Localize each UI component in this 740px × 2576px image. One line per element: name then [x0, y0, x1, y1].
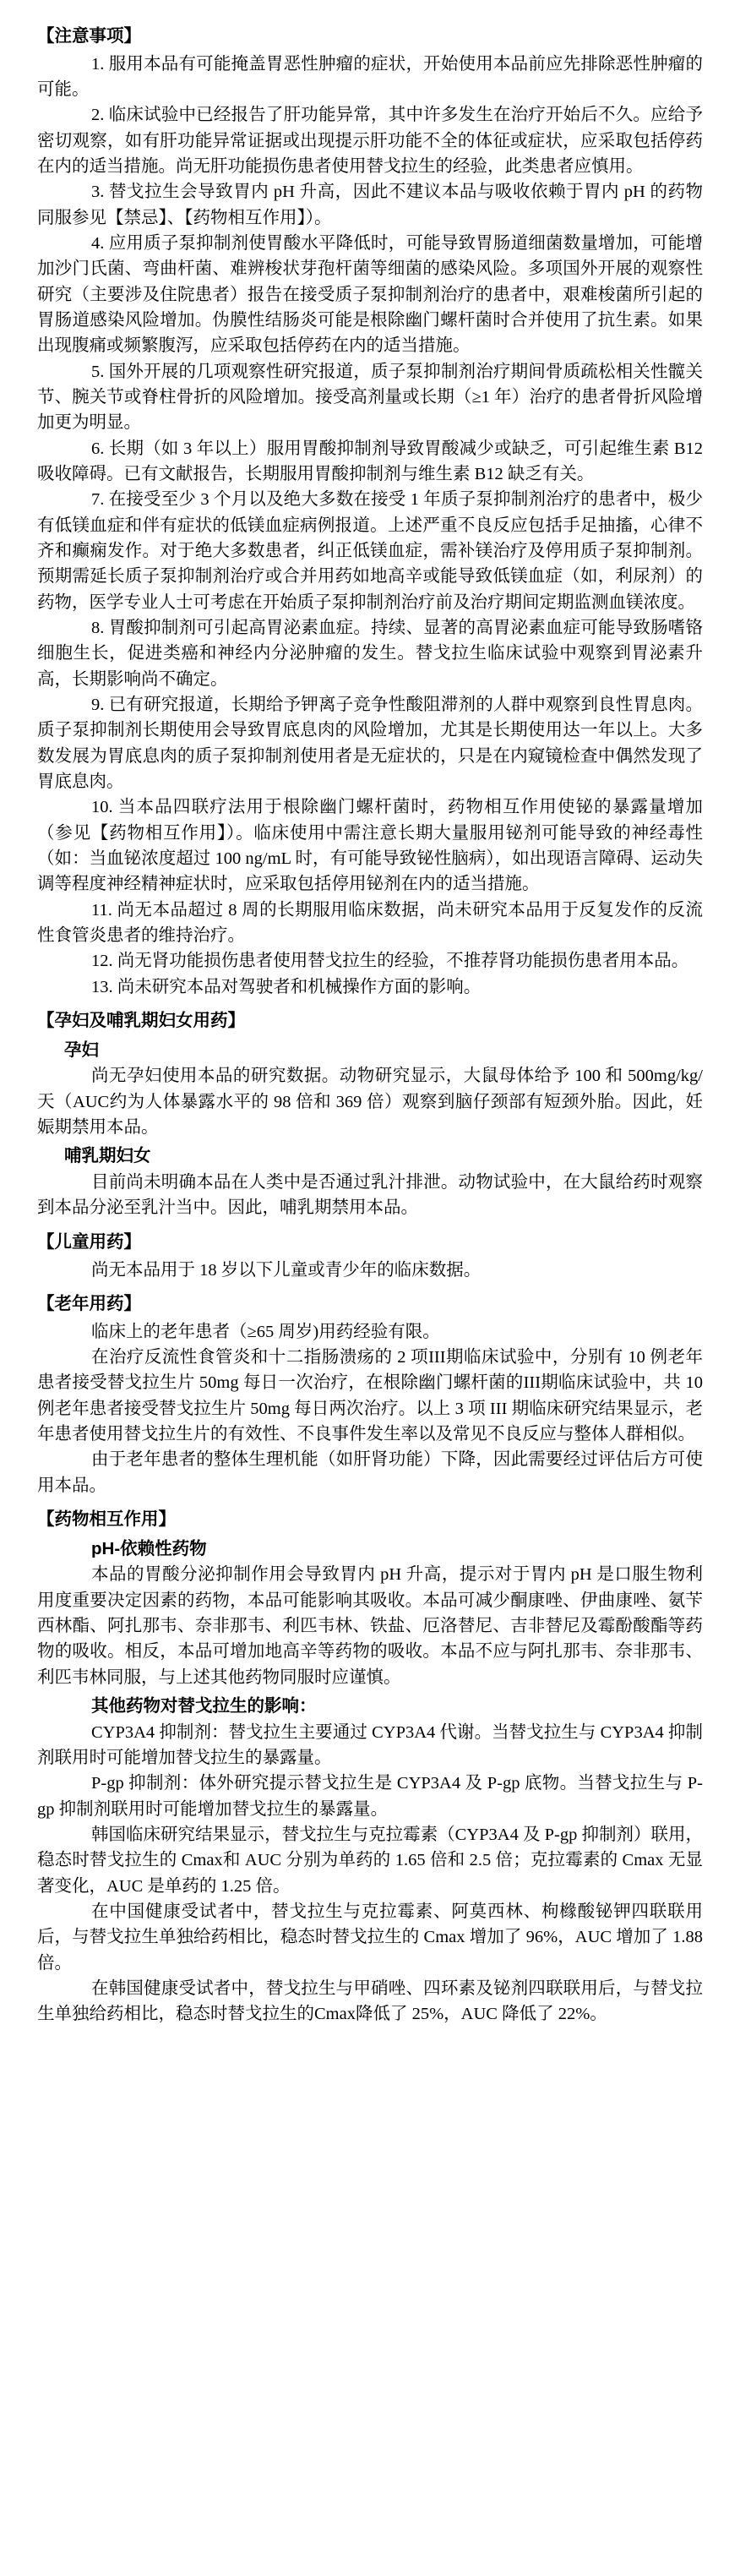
subsection-heading-lactation: 哺乳期妇女: [64, 1146, 151, 1166]
paragraph: 1. 服用本品有可能掩盖胃恶性肿瘤的症状，开始使用本品前应先排除恶性肿瘤的可能。: [37, 54, 703, 100]
section-heading-geriatric: 【老年用药】: [37, 1293, 141, 1313]
section-heading-precautions: 【注意事项】: [37, 26, 141, 46]
paragraph: 6. 长期（如 3 年以上）服用胃酸抑制剂导致胃酸减少或缺乏，可引起维生素 B12 吸收障碍。已有文献报告，长期服用胃酸抑制剂与维生素 B12 缺乏有关。: [37, 439, 703, 483]
paragraph: CYP3A4 抑制剂：替戈拉生主要通过 CYP3A4 代谢。当替戈拉生与 CYP3A4 抑制剂联用时可能增加替戈拉生的暴露量。: [37, 1722, 703, 1768]
paragraph: 5. 国外开展的几项观察性研究报道，质子泵抑制剂治疗期间骨质疏松相关性髋关节、腕关节或脊柱骨折的风险增加。接受高剂量或长期（≥1 年）治疗的患者骨折风险增加更为明显。: [37, 362, 703, 433]
section-heading-drug-interactions: 【药物相互作用】: [37, 1509, 176, 1529]
paragraph: 7. 在接受至少 3 个月以及绝大多数在接受 1 年质子泵抑制剂治疗的患者中，极少有低镁血症和伴有症状的低镁血症病例报道。上述严重不良反应包括手足抽搐，心律不齐和癫痫发作。对于绝大多数患者，纠正低镁血症，需补镁治疗及停用质子泵抑制剂。预期需延长质子泵抑制剂治疗或合并用药如地高辛或能导致低镁血症（如，利尿剂）的药物，医学专业人士可考虑在开始质子泵抑制剂治疗前及治疗期间定期监测血镁浓度。: [37, 490, 703, 612]
paragraph: 在韩国健康受试者中，替戈拉生与甲硝唑、四环素及铋剂四联联用后，与替戈拉生单独给药相比，稳态时替戈拉生的Cmax降低了 25%，AUC 降低了 22%。: [37, 1979, 703, 2024]
paragraph: 尚无本品用于 18 岁以下儿童或青少年的临床数据。: [91, 1260, 482, 1280]
subsection-heading-other-drug-effects: 其他药物对替戈拉生的影响：: [91, 1696, 317, 1716]
paragraph: 10. 当本品四联疗法用于根除幽门螺杆菌时，药物相互作用使铋的暴露量增加（参见【药物相互作用】）。临床使用中需注意长期大量服用铋剂可能导致的神经毒性（如：当血铋浓度超过 100 ng/mL 时，有可能导致铋性脑病），如出现语言障碍、运动失调等程度神经精神症状时，应采取包括停用铋剂在内的适当措施。: [37, 798, 703, 894]
paragraph: 13. 尚未研究本品对驾驶者和机械操作方面的影响。: [91, 977, 482, 996]
paragraph: 在治疗反流性食管炎和十二指肠溃疡的 2 项III期临床试验中，分别有 10 例老年患者接受替戈拉生片 50mg 每日一次治疗，在根除幽门螺杆菌的III期临床试验中，共 10 例老年患者接受替戈拉生片 50mg 每日两次治疗。以上 3 项 III 期临床研究结果显示，老年患者使用替戈拉生片的有效性、不良事件发生率以及常见不良反应与整体人群相似。: [37, 1347, 703, 1444]
paragraph: 尚无孕妇使用本品的研究数据。动物研究显示，大鼠母体给予 100 和 500mg/kg/天（AUC约为人体暴露水平的 98 倍和 369 倍）观察到脑仔颈部有短颈外胎。因此，妊娠期禁用本品。: [37, 1067, 703, 1138]
paragraph: 韩国临床研究结果显示，替戈拉生与克拉霉素（CYP3A4 及 P-gp 抑制剂）联用，稳态时替戈拉生的 Cmax和 AUC 分别为单药的 1.65 倍和 2.5 倍；克拉霉素的 Cmax 无显著变化，AUC 是单药的 1.25 倍。: [37, 1826, 703, 1896]
paragraph: 12. 尚无肾功能损伤患者使用替戈拉生的经验，不推荐肾功能损伤患者用本品。: [91, 952, 689, 971]
paragraph: 本品的胃酸分泌抑制作用会导致胃内 pH 升高，提示对于胃内 pH 是口服生物利用度重要决定因素的药物，本品可能影响其吸收。本品可减少酮康唑、伊曲康唑、氨苄西林酯、阿扎那韦、奈非那韦、利匹韦林、铁盐、厄洛替尼、吉非替尼及霉酚酸酯等药物的吸收。相反，本品可增加地高辛等药物的吸收。本品不应与阿扎那韦、奈非那韦、利匹韦林同服，与上述其他药物同服时应谨慎。: [37, 1565, 703, 1687]
paragraph: 2. 临床试验中已经报告了肝功能异常，其中许多发生在治疗开始后不久。应给予密切观察，如有肝功能异常证据或出现提示肝功能不全的体征或症状，应采取包括停药在内的适当措施。尚无肝功能损伤患者使用替戈拉生的经验，此类患者应慎用。: [37, 106, 703, 177]
section-heading-pregnancy-lactation: 【孕妇及哺乳期妇女用药】: [37, 1010, 245, 1030]
paragraph: P-gp 抑制剂：体外研究提示替戈拉生是 CYP3A4 及 P-gp 底物。当替戈拉生与 P-gp 抑制剂联用时可能增加替戈拉生的暴露量。: [37, 1774, 703, 1819]
subsection-heading-pregnancy: 孕妇: [64, 1040, 99, 1060]
paragraph: 目前尚未明确本品在人类中是否通过乳汁排泄。动物试验中，在大鼠给药时观察到本品分泌至乳汁当中。因此，哺乳期禁用本品。: [37, 1173, 703, 1218]
section-heading-pediatric: 【儿童用药】: [37, 1231, 141, 1252]
paragraph: 在中国健康受试者中，替戈拉生与克拉霉素、阿莫西林、枸橼酸铋钾四联联用后，与替戈拉生单独给药相比，稳态时替戈拉生的 Cmax 增加了 96%，AUC 增加了 1.88 倍。: [37, 1902, 703, 1973]
paragraph: 4. 应用质子泵抑制剂使胃酸水平降低时，可能导致胃肠道细菌数量增加，可能增加沙门氏菌、弯曲杆菌、难辨梭状芽孢杆菌等细菌的感染风险。多项国外开展的观察性研究（主要涉及住院患者）报告在接受质子泵抑制剂治疗的患者中，艰难梭菌所引起的胃肠道感染风险增加。伪膜性结肠炎可能是根除幽门螺杆菌时合并使用了抗生素。如果出现腹痛或频繁腹泻，应采取包括停药在内的适当措施。: [37, 234, 703, 356]
paragraph: 由于老年患者的整体生理机能（如肝肾功能）下降，因此需要经过评估后方可使用本品。: [37, 1450, 703, 1495]
paragraph: 8. 胃酸抑制剂可引起高胃泌素血症。持续、显著的高胃泌素血症可能导致肠嗜铬细胞生长，促进类癌和神经内分泌肿瘤的发生。替戈拉生临床试验中观察到胃泌素升高，长期影响尚不确定。: [37, 618, 703, 689]
paragraph: 3. 替戈拉生会导致胃内 pH 升高，因此不建议本品与吸收依赖于胃内 pH 的药物同服参见【禁忌】、【药物相互作用】）。: [37, 183, 703, 227]
paragraph: 11. 尚无本品超过 8 周的长期服用临床数据，尚未研究本品用于反复发作的反流性食管炎患者的维持治疗。: [37, 900, 703, 945]
paragraph: 9. 已有研究报道，长期给予钾离子竞争性酸阻滞剂的人群中观察到良性胃息肉。质子泵抑制剂长期使用会导致胃底息肉的风险增加，尤其是长期使用达一年以上。大多数发展为胃底息肉的质子泵抑制剂使用者是无症状的，只是在内窥镜检查中偶然发现了胃底息肉。: [37, 695, 703, 791]
paragraph: 临床上的老年患者（≥65 周岁)用药经验有限。: [91, 1322, 440, 1341]
subsection-heading-ph-dependent-drugs: pH-依赖性药物: [91, 1538, 207, 1558]
